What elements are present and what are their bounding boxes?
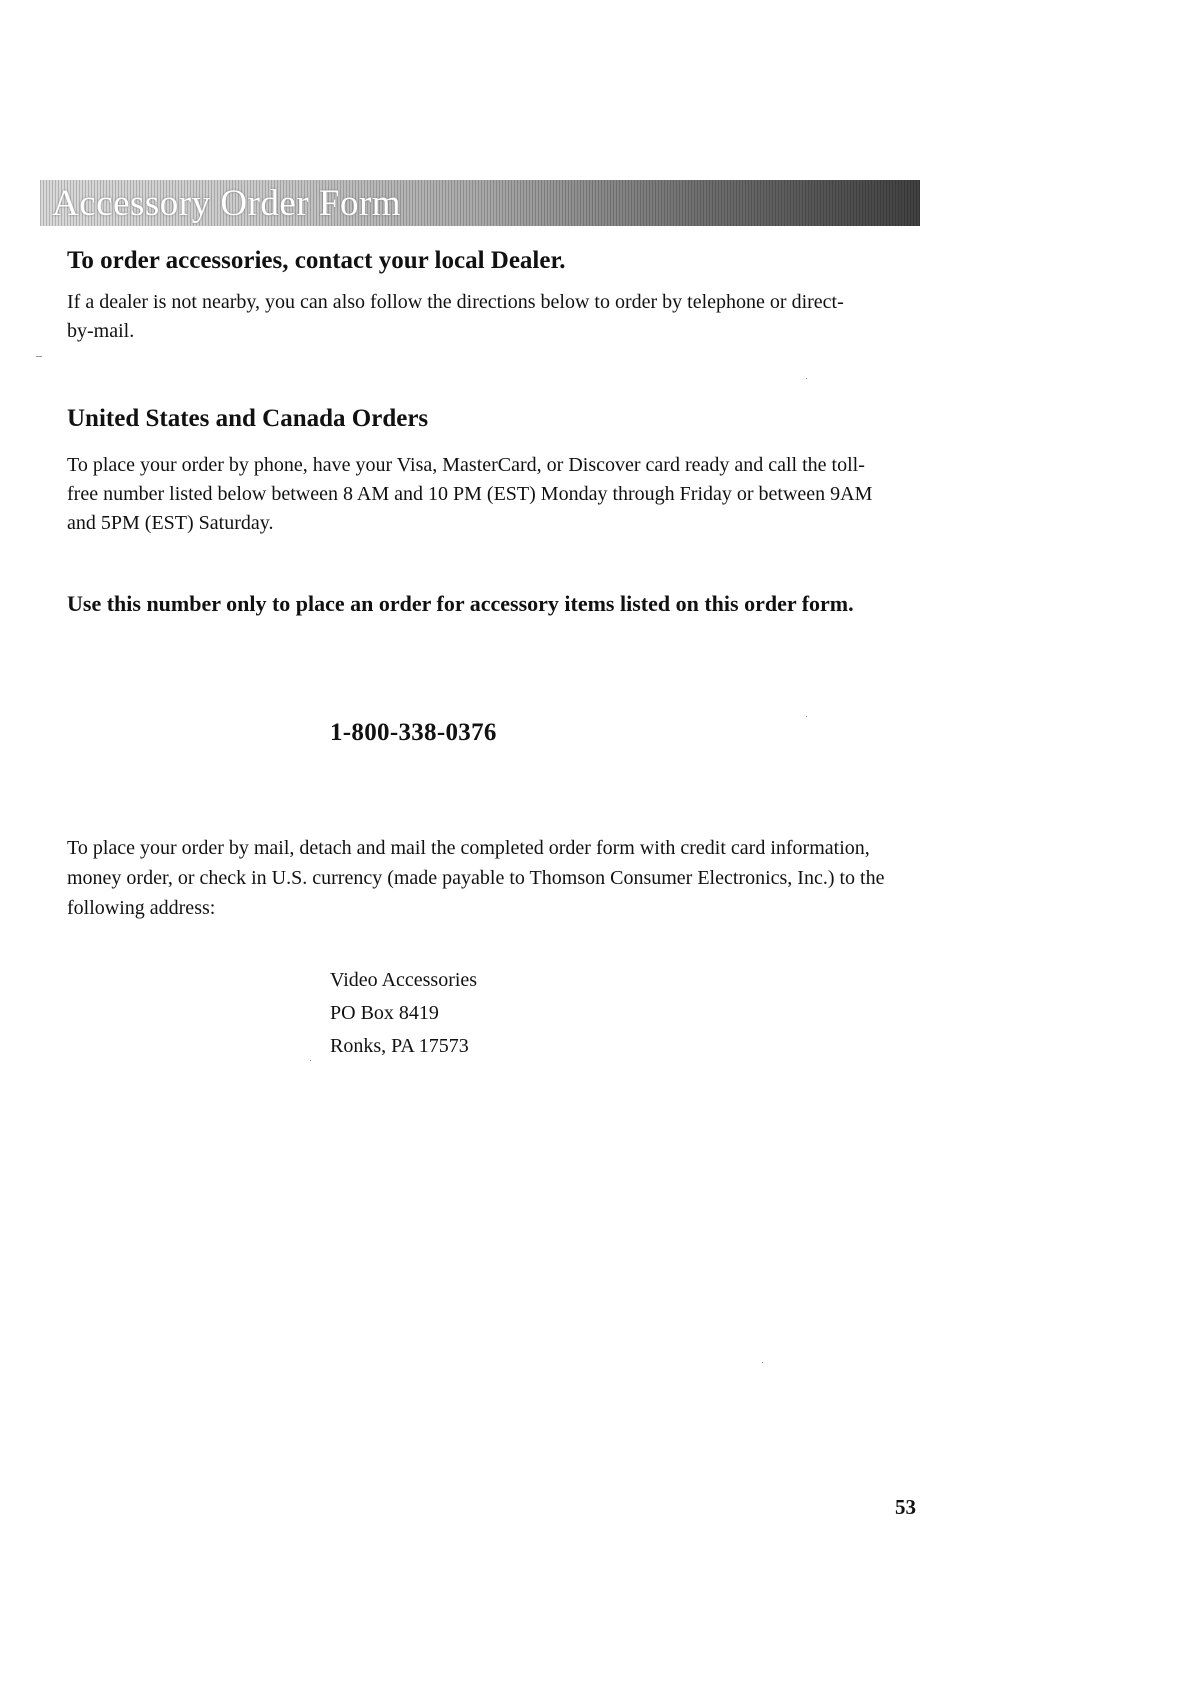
address-line-2: PO Box 8419 bbox=[330, 1002, 439, 1024]
scan-speck bbox=[310, 1060, 311, 1061]
phone-number: 1-800-338-0376 bbox=[330, 719, 497, 746]
banner-title: Accessory Order Form bbox=[52, 183, 402, 224]
address-line-3: Ronks, PA 17573 bbox=[330, 1035, 469, 1057]
mailing-address bbox=[330, 964, 477, 1063]
address-line-1: Video Accessories bbox=[330, 969, 478, 991]
scan-speck bbox=[36, 356, 42, 357]
dealer-heading: To order accessories, contact your local Dealer. bbox=[67, 247, 566, 274]
page-number: 53 bbox=[895, 1495, 916, 1519]
us-canada-heading: United States and Canada Orders bbox=[67, 405, 429, 432]
mail-instructions: To place your order by mail, detach and mail the completed order form with credit card information, money order, or check in U.S. currency (made payable to Thomson Consumer Electronics, Inc.) to the following address: bbox=[67, 837, 885, 919]
dealer-body: If a dealer is not nearby, you can also follow the directions below to order by telephone or direct-by-mail. bbox=[67, 291, 844, 342]
scan-speck bbox=[806, 716, 807, 717]
order-note: Use this number only to place an order for accessory items listed on this order form. bbox=[67, 591, 854, 616]
scan-speck bbox=[762, 1362, 763, 1363]
section-banner bbox=[40, 180, 920, 226]
us-canada-body: To place your order by phone, have your Visa, MasterCard, or Discover card ready and call the toll-free number listed below between 8 AM and 10 PM (EST) Monday through Friday or between 9AM and 5PM (EST) Saturday. bbox=[67, 454, 873, 534]
scan-speck bbox=[806, 378, 807, 379]
